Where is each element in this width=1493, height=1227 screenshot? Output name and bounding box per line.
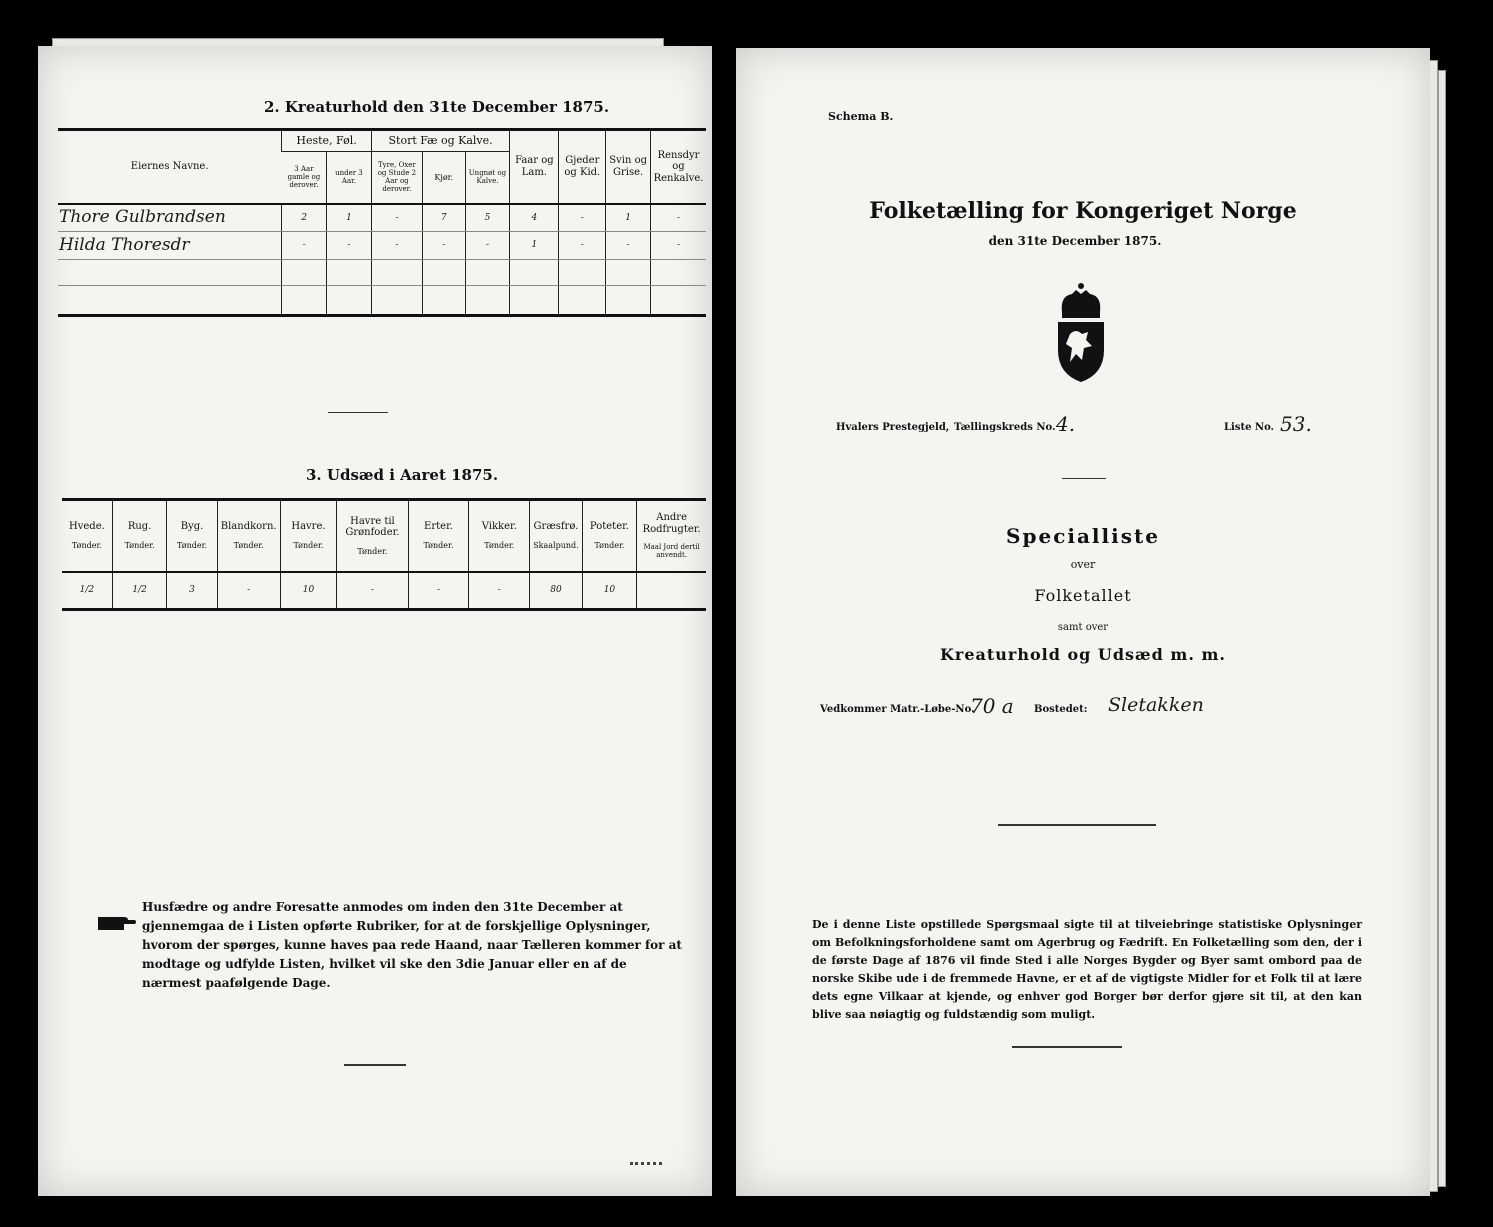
- seed-col-name: Poteter.: [589, 521, 629, 533]
- seed-col-header: [280, 500, 337, 572]
- seed-col-unit: Maal Jord dertil anvendt.: [643, 543, 700, 560]
- seed-col-unit: Tønder.: [423, 540, 454, 550]
- empty-cell: [327, 286, 372, 316]
- notice-text: Husfædre og andre Foresatte anmodes om inden den 31te December at gjennemgaa de i Listen opførte Rubriker, for at de forskjellige Oplysninger, hvorom der spørges, kunne haves paa rede Haand, naar Tælleren kommer for at modtage og udfylde Listen, hvilket vil ske den 3die Januar eller en af de nærmest paafølgende Dage.: [142, 900, 682, 990]
- col-ungnoet: Ungnøt og Kalve.: [465, 152, 510, 204]
- right-page: [736, 48, 1430, 1196]
- empty-cell: [371, 260, 422, 286]
- empty-cell: [606, 286, 651, 316]
- cell-value: -: [606, 232, 651, 260]
- seed-col-name: Blandkorn.: [220, 521, 277, 533]
- col-kjoer: Kjør.: [422, 152, 465, 204]
- table-row: [58, 286, 706, 316]
- seed-col-header: [337, 500, 408, 572]
- prestegjeld-label: Hvalers Prestegjeld,: [836, 422, 950, 433]
- seed-col-unit: Tønder.: [484, 540, 515, 550]
- col-owner: Eiernes Navne.: [58, 130, 282, 204]
- col-heste-gamle: 3 Aar gamle og derover.: [287, 165, 321, 190]
- matr-label: Vedkommer Matr.-Løbe-No.: [820, 704, 975, 715]
- seed-col-unit: Skaalpund.: [533, 540, 579, 550]
- bostedet-label: Bostedet:: [1034, 704, 1088, 715]
- cell-value: -: [559, 204, 606, 232]
- specialliste-heading: Specialliste: [1006, 524, 1160, 548]
- cell-value: 1: [510, 232, 559, 260]
- seed-col-header: [530, 500, 582, 572]
- col-rensdyr: Rensdyr og Renkalve.: [651, 130, 707, 204]
- seed-col-header: [217, 500, 280, 572]
- empty-cell: [58, 286, 282, 316]
- cell-value: 7: [422, 204, 465, 232]
- seed-value: [637, 572, 706, 610]
- form-title: Folketælling for Kongeriget Norge: [869, 198, 1297, 224]
- seed-col-header: [582, 500, 637, 572]
- empty-cell: [465, 286, 510, 316]
- empty-cell: [559, 260, 606, 286]
- cell-value: -: [327, 232, 372, 260]
- cell-value: -: [465, 232, 510, 260]
- seed-col-name: Vikker.: [481, 521, 517, 533]
- divider: [630, 1162, 662, 1165]
- bostedet-value: Sletakken: [1108, 694, 1204, 716]
- divider: [328, 412, 388, 413]
- seed-col-name: Andre Rodfrugter.: [642, 512, 701, 535]
- norwegian-lion-crest-icon: [1052, 282, 1110, 386]
- cell-value: -: [371, 232, 422, 260]
- empty-cell: [651, 286, 707, 316]
- seed-col-header: [167, 500, 217, 572]
- seed-col-unit: Tønder.: [293, 540, 324, 550]
- seed-col-name: Havre.: [291, 521, 326, 533]
- owner-name: Hilda Thoresdr: [58, 232, 282, 260]
- empty-cell: [371, 286, 422, 316]
- cell-value: 2: [282, 204, 327, 232]
- seed-col-unit: Tønder.: [594, 540, 625, 550]
- seed-col-name: Rug.: [127, 521, 152, 533]
- seed-value: 10: [582, 572, 637, 610]
- seed-value: 80: [530, 572, 582, 610]
- table-row: [58, 204, 706, 232]
- kreaturhold-heading: Kreaturhold og Udsæd m. m.: [940, 645, 1226, 664]
- seed-col-name: Byg.: [180, 521, 204, 533]
- table-row: [62, 572, 706, 610]
- empty-cell: [651, 260, 707, 286]
- seed-value: 1/2: [62, 572, 112, 610]
- samt-over-text: samt over: [1057, 622, 1109, 633]
- section3-heading: 3. Udsæd i Aaret 1875.: [306, 466, 499, 484]
- cell-value: 4: [510, 204, 559, 232]
- divider: [1062, 478, 1106, 479]
- col-gjeder: Gjeder og Kid.: [559, 130, 606, 204]
- seed-value: -: [408, 572, 469, 610]
- seed-value: -: [469, 572, 530, 610]
- section2-heading: 2. Kreaturhold den 31te December 1875.: [264, 98, 610, 116]
- empty-cell: [58, 260, 282, 286]
- cell-value: -: [282, 232, 327, 260]
- right-page-edge-2: [1438, 70, 1446, 1187]
- liste-label: Liste No.: [1224, 422, 1275, 433]
- seed-value: 3: [167, 572, 217, 610]
- seed-col-header: [637, 500, 706, 572]
- empty-cell: [510, 260, 559, 286]
- cell-value: -: [422, 232, 465, 260]
- cell-value: -: [371, 204, 422, 232]
- seed-col-name: Græsfrø.: [533, 521, 579, 533]
- seed-col-name: Hvede.: [69, 521, 105, 533]
- seed-col-name: Havre til Grønfoder.: [345, 515, 400, 539]
- divider: [1012, 1046, 1122, 1048]
- cell-value: 5: [465, 204, 510, 232]
- seed-col-header: [62, 500, 112, 572]
- cell-value: -: [651, 232, 707, 260]
- seed-col-header: [469, 500, 530, 572]
- empty-cell: [510, 286, 559, 316]
- seed-col-header: [112, 500, 167, 572]
- tellingskreds-label: Tællingskreds No.: [954, 422, 1056, 433]
- empty-cell: [327, 260, 372, 286]
- form-subtitle: den 31te December 1875.: [988, 234, 1162, 248]
- group-heste: Heste, Føl.: [282, 130, 372, 152]
- seed-value: -: [217, 572, 280, 610]
- seed-table: [62, 498, 706, 611]
- seed-col-unit: Tønder.: [71, 540, 102, 550]
- schema-label: Schema B.: [828, 110, 894, 123]
- seed-col-name: Erter.: [424, 521, 453, 533]
- empty-cell: [422, 286, 465, 316]
- col-tyre: Tyre, Oxer og Stude 2 Aar og derover.: [371, 152, 422, 204]
- seed-value: -: [337, 572, 408, 610]
- owner-name: Thore Gulbrandsen: [58, 204, 282, 232]
- tellingskreds-value: 4.: [1056, 412, 1076, 436]
- cell-value: -: [651, 204, 707, 232]
- divider: [344, 1064, 406, 1066]
- empty-cell: [465, 260, 510, 286]
- seed-col-unit: Tønder.: [177, 540, 208, 550]
- pointing-hand-icon: [98, 912, 136, 934]
- col-faar: Faar og Lam.: [510, 130, 559, 204]
- matr-value: 70 a: [970, 694, 1014, 718]
- seed-col-unit: Tønder.: [233, 540, 264, 550]
- empty-cell: [606, 260, 651, 286]
- liste-value: 53.: [1280, 412, 1312, 436]
- col-svin: Svin og Grise.: [606, 130, 651, 204]
- left-page: [38, 46, 712, 1196]
- divider: [998, 824, 1156, 826]
- cell-value: -: [559, 232, 606, 260]
- table-row: [58, 260, 706, 286]
- seed-value: 1/2: [112, 572, 167, 610]
- folketallet-heading: Folketallet: [1034, 586, 1132, 605]
- livestock-table: [58, 128, 706, 317]
- empty-cell: [422, 260, 465, 286]
- seed-col-unit: Tønder.: [124, 540, 155, 550]
- seed-col-unit: Tønder.: [357, 546, 388, 556]
- group-stort-fae: Stort Fæ og Kalve.: [371, 130, 510, 152]
- empty-cell: [282, 286, 327, 316]
- col-heste-under: under 3 Aar.: [327, 152, 372, 204]
- seed-value: 10: [280, 572, 337, 610]
- empty-cell: [282, 260, 327, 286]
- footer-text: De i denne Liste opstillede Spørgsmaal sigte til at tilveiebringe statistiske Oplysninger om Befolkningsforholdene samt om Agerbrug og Fædrift. En Folketælling som den, der i de første Dage af 1876 vil finde Sted i alle Norges Bygder og Byer samt ombord paa de norske Skibe ude i de fremmede Havne, er et af de vigtigste Midler for et Folk til at lære dets egne Vilkaar at kjende, og enhver god Borger bør derfor gjøre sit til, at den kan blive saa nøiagtig og fuldstændig som muligt.: [812, 918, 1362, 1021]
- table-row: [58, 232, 706, 260]
- over-text: over: [1070, 558, 1096, 571]
- cell-value: 1: [327, 204, 372, 232]
- cell-value: 1: [606, 204, 651, 232]
- empty-cell: [559, 286, 606, 316]
- seed-col-header: [408, 500, 469, 572]
